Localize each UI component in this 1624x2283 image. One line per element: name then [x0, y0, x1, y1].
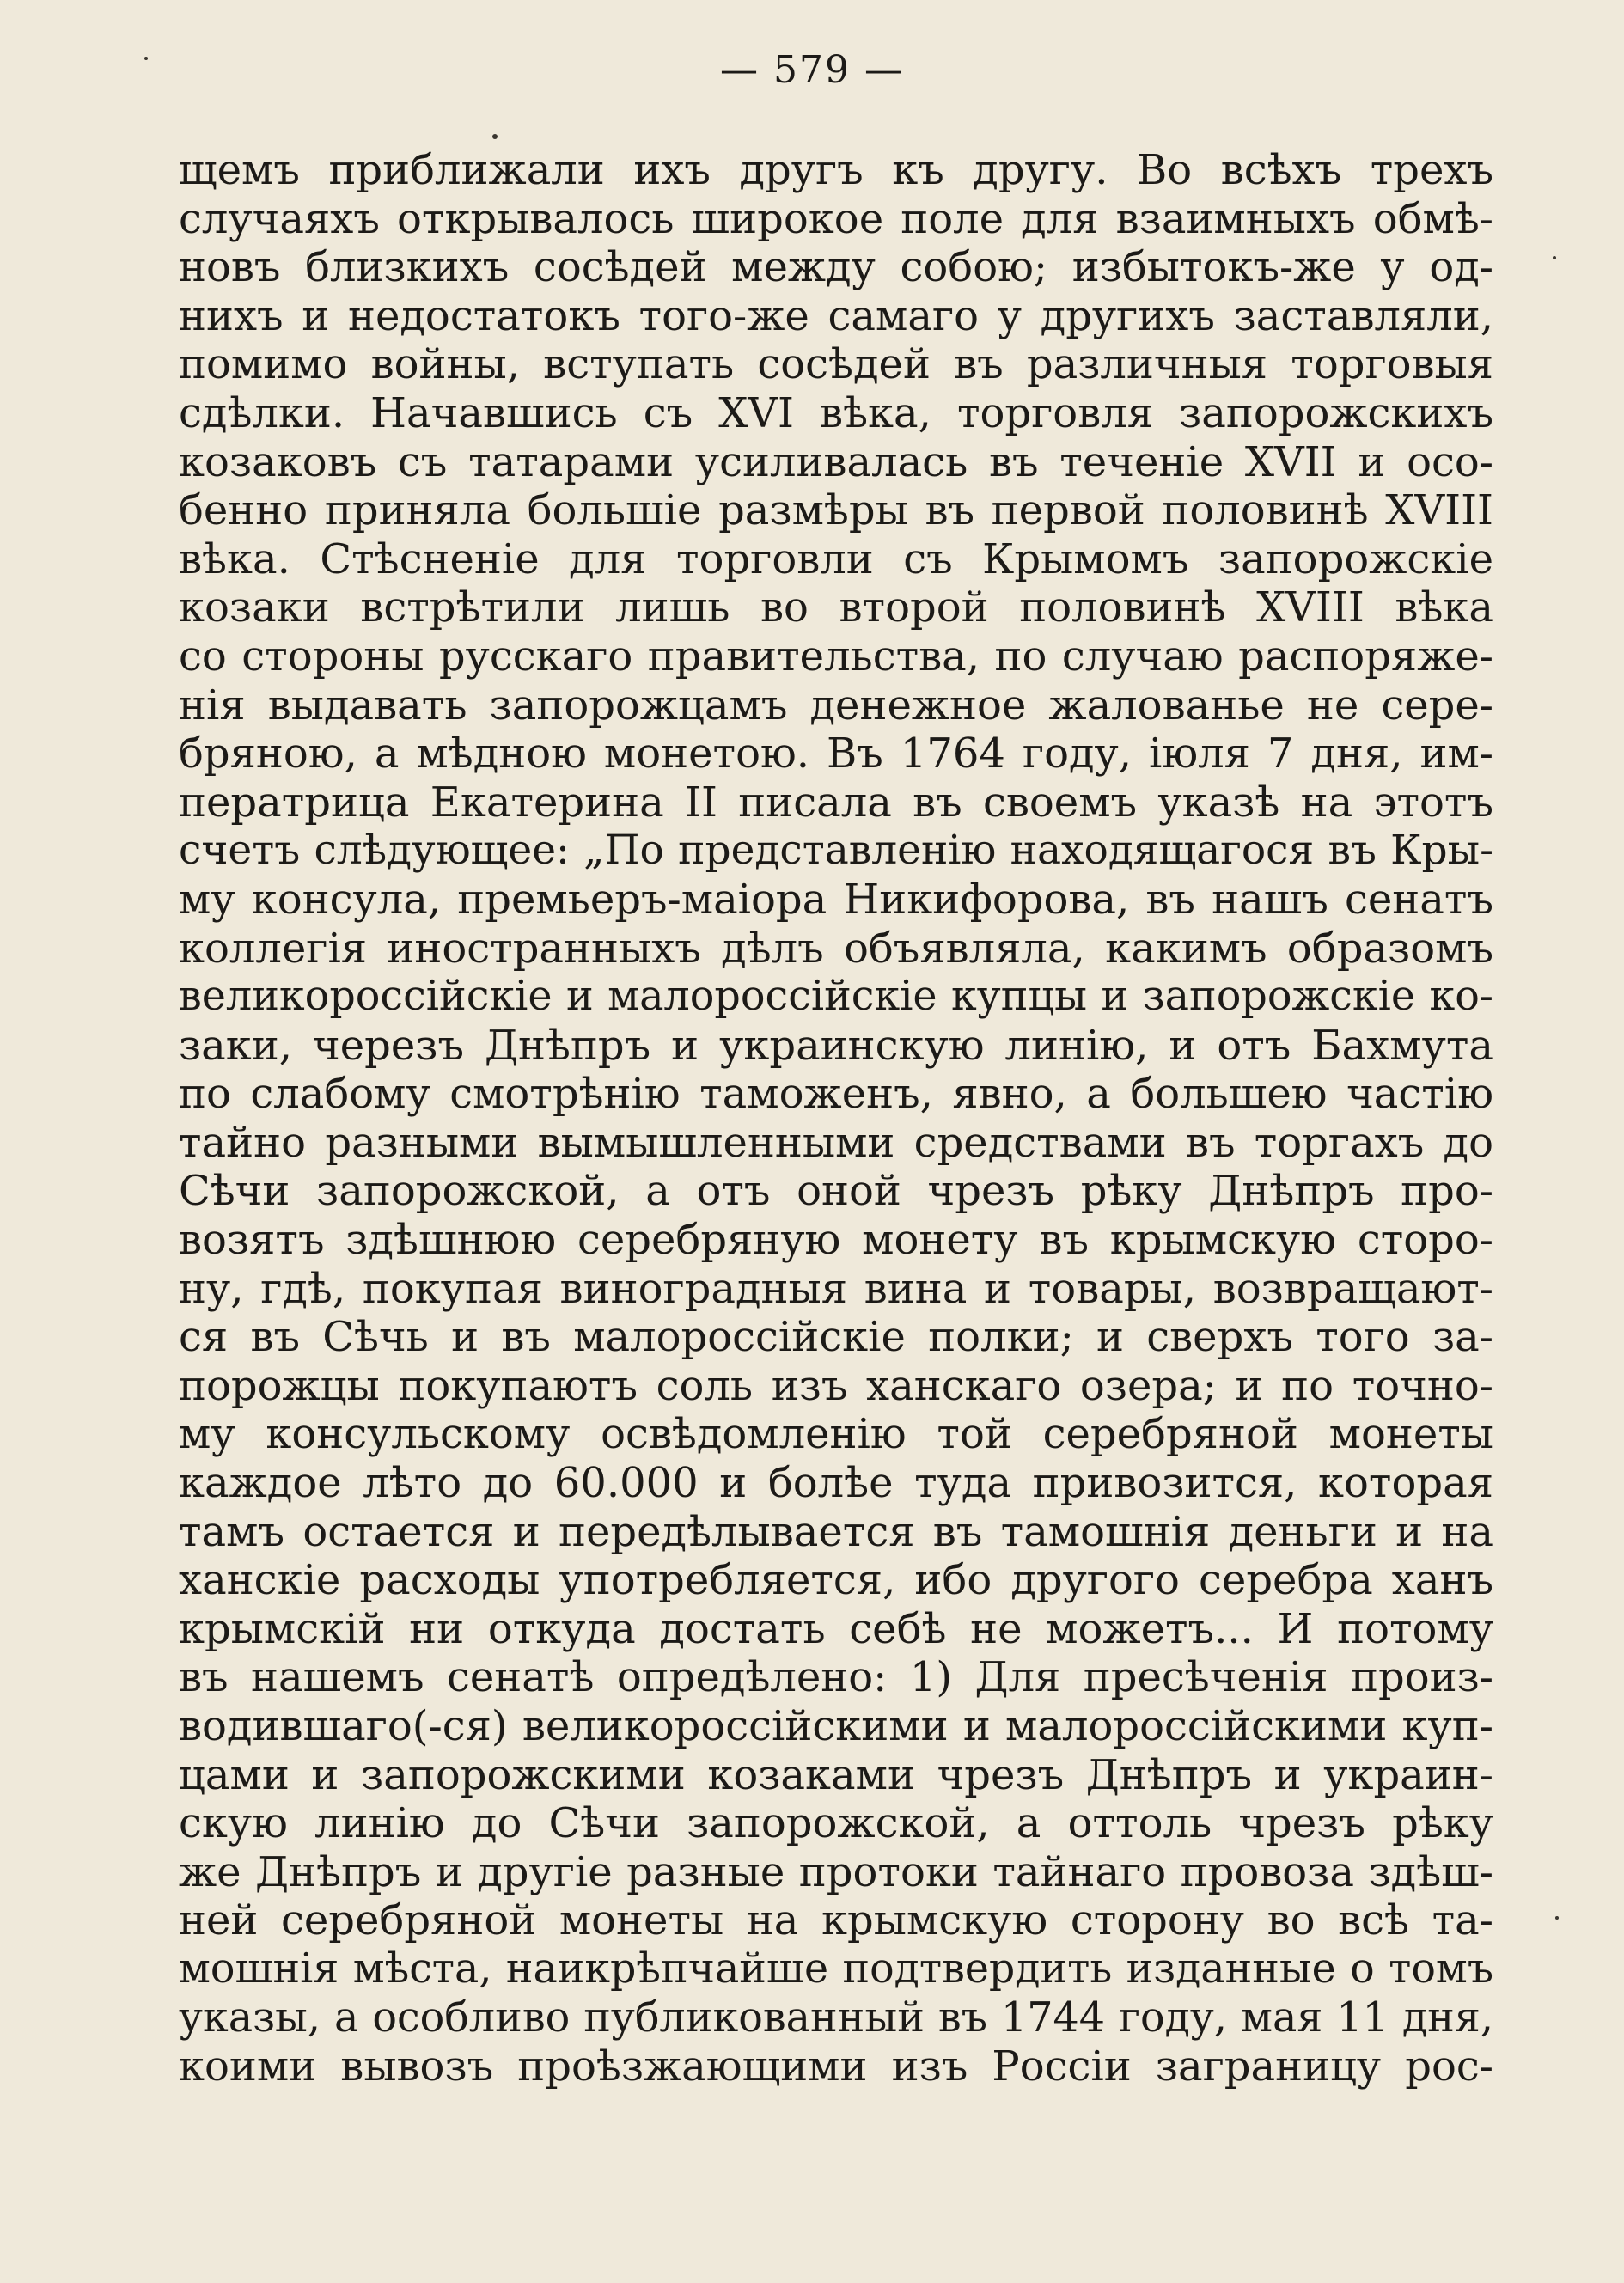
- text-line: по слабому смотрѣнію таможенъ, явно, а большею частію: [179, 1070, 1493, 1119]
- page-number: — 579 —: [720, 48, 904, 92]
- text-line: ся въ Сѣчь и въ малороссійскіе полки; и сверхъ того за-: [179, 1313, 1493, 1362]
- text-line: коллегія иностранныхъ дѣлъ объявляла, какимъ образомъ: [179, 924, 1493, 973]
- text-line: вѣка. Стѣсненіе для торговли съ Крымомъ запорожскіе: [179, 534, 1493, 583]
- text-line: каждое лѣто до 60.000 и болѣе туда привозится, которая: [179, 1459, 1493, 1508]
- print-speck: [1555, 1916, 1559, 1920]
- text-line: му консула, премьеръ-маіора Никифорова, въ нашъ сенатъ: [179, 875, 1493, 924]
- print-speck: [492, 134, 498, 139]
- text-line: возятъ здѣшнюю серебряную монету въ крымскую сторо-: [179, 1216, 1493, 1265]
- text-line: ну, гдѣ, покупая виноградныя вина и товары, возвращают-: [179, 1264, 1493, 1313]
- text-line: великороссійскіе и малороссійскіе купцы и запорожскіе ко-: [179, 973, 1493, 1021]
- text-line: новъ близкихъ сосѣдей между собою; избытокъ-же у од-: [179, 243, 1493, 292]
- text-line: козаковъ съ татарами усиливалась въ теченіе XVII и осо-: [179, 437, 1493, 486]
- print-speck: [1553, 256, 1556, 259]
- text-line: нихъ и недостатокъ того-же самаго у другихъ заставляли,: [179, 291, 1493, 340]
- text-line: скую линію до Сѣчи запорожской, а оттоль чрезъ рѣку: [179, 1799, 1493, 1848]
- text-line: Сѣчи запорожской, а отъ оной чрезъ рѣку Днѣпръ про-: [179, 1167, 1493, 1216]
- text-line: заки, черезъ Днѣпръ и украинскую линію, и отъ Бахмута: [179, 1021, 1493, 1070]
- text-line: ператрица Екатерина II писала въ своемъ указѣ на этотъ: [179, 778, 1493, 827]
- text-line: му консульскому освѣдомленію той серебряной монеты: [179, 1410, 1493, 1459]
- text-line: мошнія мѣста, наикрѣпчайше подтвердить изданные о томъ: [179, 1944, 1493, 1993]
- print-speck: [144, 57, 148, 60]
- text-line: нія выдавать запорожцамъ денежное жалованье не сере-: [179, 681, 1493, 729]
- text-line: водившаго(-ся) великороссійскими и малороссійскими куп-: [179, 1702, 1493, 1750]
- text-line: указы, а особливо публикованный въ 1744 году, мая 11 дня,: [179, 1993, 1493, 2042]
- text-line: въ нашемъ сенатѣ опредѣлено: 1) Для пресѣченія произ-: [179, 1653, 1493, 1702]
- text-line: бенно приняла большіе размѣры въ первой половинѣ XVIII: [179, 486, 1493, 535]
- text-line: крымскій ни откуда достать себѣ не можетъ... И потому: [179, 1604, 1493, 1653]
- text-line: случаяхъ открывалось широкое поле для взаимныхъ обмѣ-: [179, 194, 1493, 243]
- text-line: ханскіе расходы употребляется, ибо другого серебра ханъ: [179, 1556, 1493, 1605]
- text-line: сдѣлки. Начавшись съ XVI вѣка, торговля запорожскихъ: [179, 388, 1493, 437]
- text-line: бряною, а мѣдною монетою. Въ 1764 году, іюля 7 дня, им-: [179, 729, 1493, 778]
- text-line: же Днѣпръ и другіе разные протоки тайнаго провоза здѣш-: [179, 1847, 1493, 1896]
- text-line: козаки встрѣтили лишь во второй половинѣ XVIII вѣка: [179, 583, 1493, 632]
- body-text: [179, 146, 1493, 2091]
- text-line: тамъ остается и передѣлывается въ тамошнія деньги и на: [179, 1507, 1493, 1556]
- text-line: тайно разными вымышленными средствами въ торгахъ до: [179, 1118, 1493, 1167]
- text-line: ней серебряной монеты на крымскую сторону во всѣ та-: [179, 1896, 1493, 1945]
- text-line: счетъ слѣдующее: „По представленію находящагося въ Кры-: [179, 827, 1493, 875]
- text-line: порожцы покупаютъ соль изъ ханскаго озера; и по точно-: [179, 1361, 1493, 1410]
- text-line: со стороны русскаго правительства, по случаю распоряже-: [179, 632, 1493, 681]
- text-line: помимо войны, вступать сосѣдей въ различныя торговыя: [179, 340, 1493, 389]
- text-line: коими вывозъ проѣзжающими изъ Россіи заграницу рос-: [179, 2042, 1493, 2091]
- text-line: щемъ приближали ихъ другъ къ другу. Во всѣхъ трехъ: [179, 146, 1493, 194]
- text-line: цами и запорожскими козаками чрезъ Днѣпръ и украин-: [179, 1750, 1493, 1799]
